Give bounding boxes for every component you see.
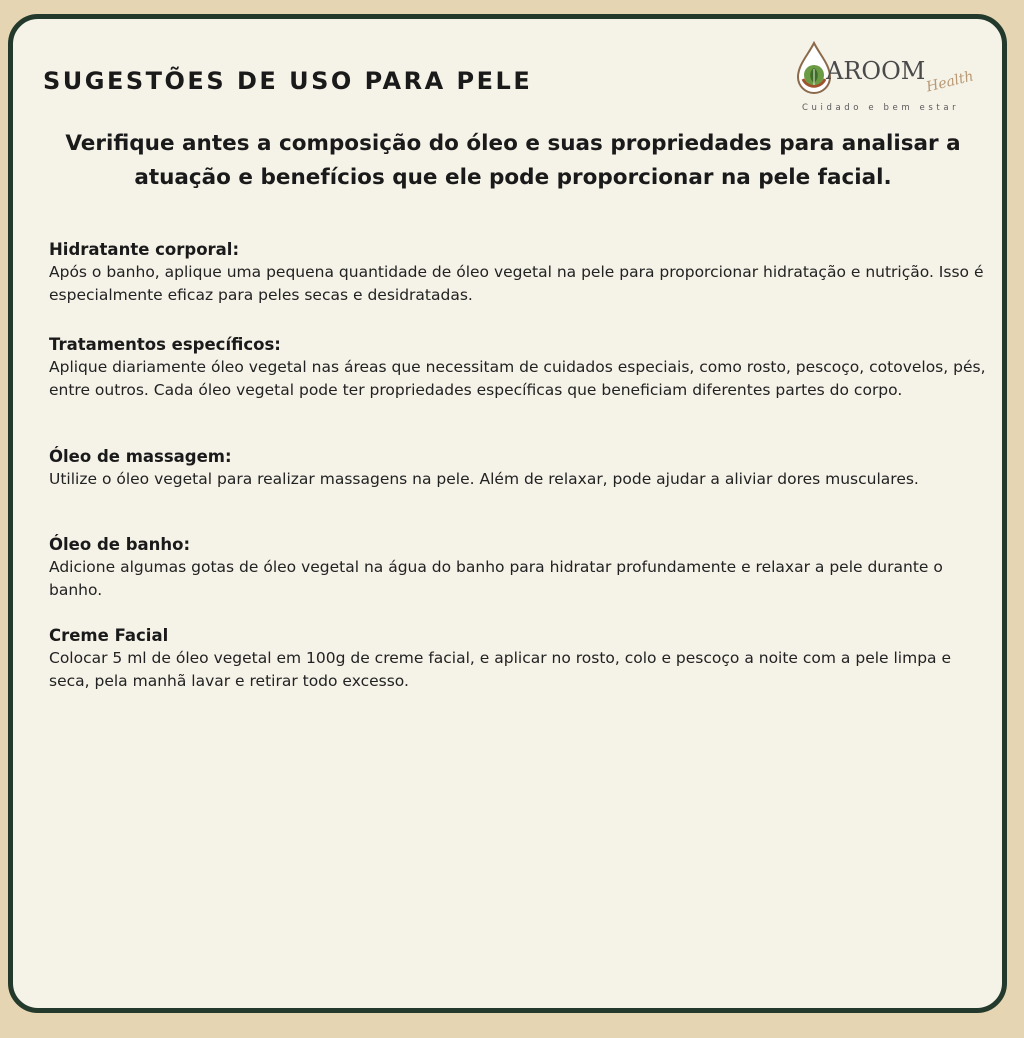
- section-heading: Tratamentos específicos:: [49, 335, 281, 354]
- logo-wordmark: AROOM: [826, 57, 926, 85]
- section-massagem: [49, 445, 994, 491]
- section-body: Aplique diariamente óleo vegetal nas áreas que necessitam de cuidados especiais, como rosto, pescoço, cotovelos, pés, entre outros. Cada óleo vegetal pode ter propriedades específicas que beneficiam diferentes partes do corpo.: [49, 358, 986, 399]
- section-body: Adicione algumas gotas de óleo vegetal na água do banho para hidratar profundamente e relaxar a pele durante o banho.: [49, 558, 943, 599]
- section-creme-facial: [49, 624, 994, 693]
- content-card: [8, 14, 1007, 1013]
- section-heading: Óleo de massagem:: [49, 447, 232, 466]
- section-hidratante: [49, 238, 994, 307]
- section-heading: Creme Facial: [49, 626, 169, 645]
- page-title: SUGESTÕES DE USO PARA PELE: [43, 67, 533, 95]
- intro-text: Verifique antes a composição do óleo e suas propriedades para analisar a atuação e benefícios que ele pode proporcionar na pele facial.: [65, 131, 961, 190]
- section-heading: Hidratante corporal:: [49, 240, 240, 259]
- section-banho: [49, 533, 994, 602]
- section-body: Colocar 5 ml de óleo vegetal em 100g de creme facial, e aplicar no rosto, colo e pescoço a noite com a pele limpa e seca, pela manhã lavar e retirar todo excesso.: [49, 649, 952, 690]
- logo-script: Health: [924, 68, 976, 96]
- section-body: Após o banho, aplique uma pequena quantidade de óleo vegetal na pele para proporcionar hidratação e nutrição. Isso é especialmente eficaz para peles secas e desidratadas.: [49, 263, 984, 304]
- section-heading: Óleo de banho:: [49, 535, 191, 554]
- logo-tagline: Cuidado e bem estar: [802, 103, 960, 113]
- section-tratamentos: [49, 333, 994, 402]
- brand-logo: [788, 41, 988, 121]
- section-body: Utilize o óleo vegetal para realizar massagens na pele. Além de relaxar, pode ajudar a aliviar dores musculares.: [49, 470, 919, 488]
